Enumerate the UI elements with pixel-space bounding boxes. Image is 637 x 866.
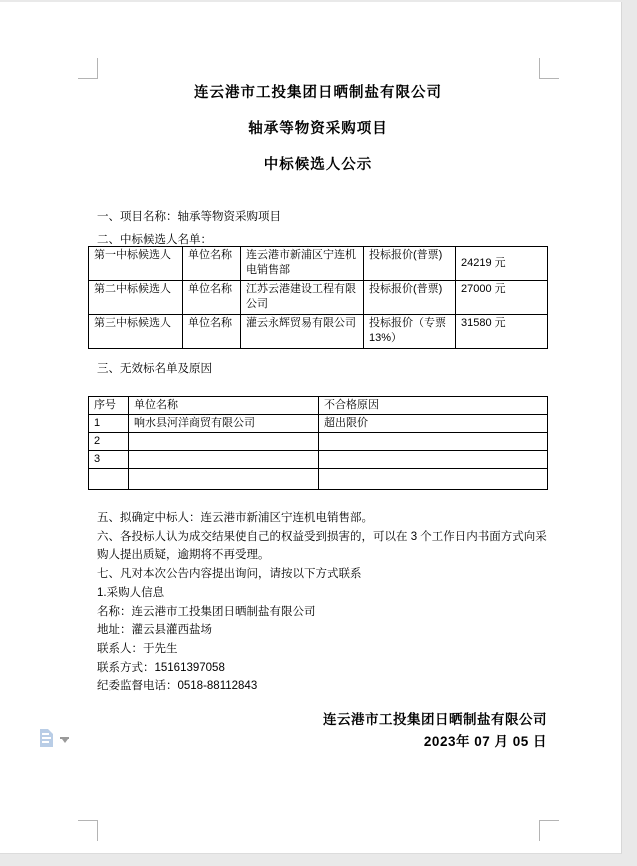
invalid-reason: 超出限价	[319, 415, 548, 433]
invalid-bids-table	[88, 396, 548, 490]
signature-date: 2023年 07 月 05 日	[423, 734, 547, 750]
table-row	[89, 451, 548, 469]
document-title-line1: 连云港市工投集团日晒制盐有限公司	[194, 85, 442, 101]
candidate-rank: 第三中标候选人	[89, 315, 183, 349]
price-value: 27000 元	[456, 281, 548, 315]
invalid-reason	[319, 451, 548, 469]
table-row	[89, 415, 548, 433]
crop-mark-top-left-icon	[78, 58, 98, 79]
candidate-rank: 第一中标候选人	[89, 247, 183, 281]
column-header-reason: 不合格原因	[319, 397, 548, 415]
body-text-block	[97, 509, 553, 696]
price-type: 投标报价(普票)	[364, 281, 456, 315]
section-headings-1-2	[97, 206, 552, 251]
table-row	[89, 433, 548, 451]
document-icon[interactable]	[40, 729, 53, 747]
crop-mark-top-right-icon	[539, 58, 559, 79]
row-no: 3	[89, 451, 129, 469]
document-title-block	[97, 86, 539, 194]
purchaser-info-header: 1.采购人信息	[97, 586, 165, 599]
candidate-rank: 第二中标候选人	[89, 281, 183, 315]
price-value: 24219 元	[456, 247, 548, 281]
document-page	[0, 2, 622, 854]
purchaser-address: 地址：灌云县灌西盐场	[97, 624, 212, 637]
table-header-row	[89, 397, 548, 415]
table-row	[89, 469, 548, 490]
table-row	[89, 281, 548, 315]
document-title-line3: 中标候选人公示	[263, 157, 373, 173]
section3-heading: 三、无效标名单及原因	[97, 363, 212, 375]
row-no: 2	[89, 433, 129, 451]
unit-name-label: 单位名称	[183, 281, 241, 315]
signature-company: 连云港市工投集团日晒制盐有限公司	[323, 712, 547, 727]
price-type: 投标报价（专票 13%）	[364, 315, 456, 349]
supervision-phone: 纪委监督电话：0518-88112843	[97, 680, 258, 693]
purchaser-phone: 联系方式：15161397058	[97, 661, 225, 674]
anchor-marker-icon	[60, 737, 69, 743]
candidate-company: 江苏云港建设工程有限公司	[241, 281, 364, 315]
invalid-company	[129, 433, 319, 451]
candidate-company: 连云港市新浦区宁连机电销售部	[241, 247, 364, 281]
invalid-company	[129, 451, 319, 469]
purchaser-contact: 联系人：于先生	[97, 642, 178, 655]
price-value: 31580 元	[456, 315, 548, 349]
section1-heading: 一、项目名称：轴承等物资采购项目	[97, 211, 281, 223]
row-no: 1	[89, 415, 129, 433]
invalid-reason	[319, 469, 548, 490]
crop-mark-bottom-right-icon	[539, 820, 559, 841]
unit-name-label: 单位名称	[183, 247, 241, 281]
price-type: 投标报价(普票)	[364, 247, 456, 281]
unit-name-label: 单位名称	[183, 315, 241, 349]
section5-text: 五、拟确定中标人：连云港市新浦区宁连机电销售部。	[97, 512, 373, 524]
section6-text: 六、各投标人认为成交结果使自己的权益受到损害的，可以在 3 个工作日内书面方式向采购人提出质疑，逾期将不再受理。	[97, 530, 547, 562]
column-header-company: 单位名称	[129, 397, 319, 415]
row-no	[89, 469, 129, 490]
invalid-reason	[319, 433, 548, 451]
invalid-company: 响水县河洋商贸有限公司	[129, 415, 319, 433]
table-row	[89, 247, 548, 281]
document-title-line2: 轴承等物资采购项目	[248, 121, 388, 137]
signature-block	[97, 709, 547, 754]
crop-mark-bottom-left-icon	[78, 820, 98, 841]
candidates-table	[88, 246, 548, 349]
invalid-company	[129, 469, 319, 490]
section7-text: 七、凡对本次公告内容提出询问，请按以下方式联系	[97, 568, 362, 581]
candidate-company: 灌云永辉贸易有限公司	[241, 315, 364, 349]
table-row	[89, 315, 548, 349]
purchaser-name: 名称：连云港市工投集团日晒制盐有限公司	[97, 605, 316, 618]
column-header-no: 序号	[89, 397, 129, 415]
section2-heading: 二、中标候选人名单：	[97, 233, 212, 246]
